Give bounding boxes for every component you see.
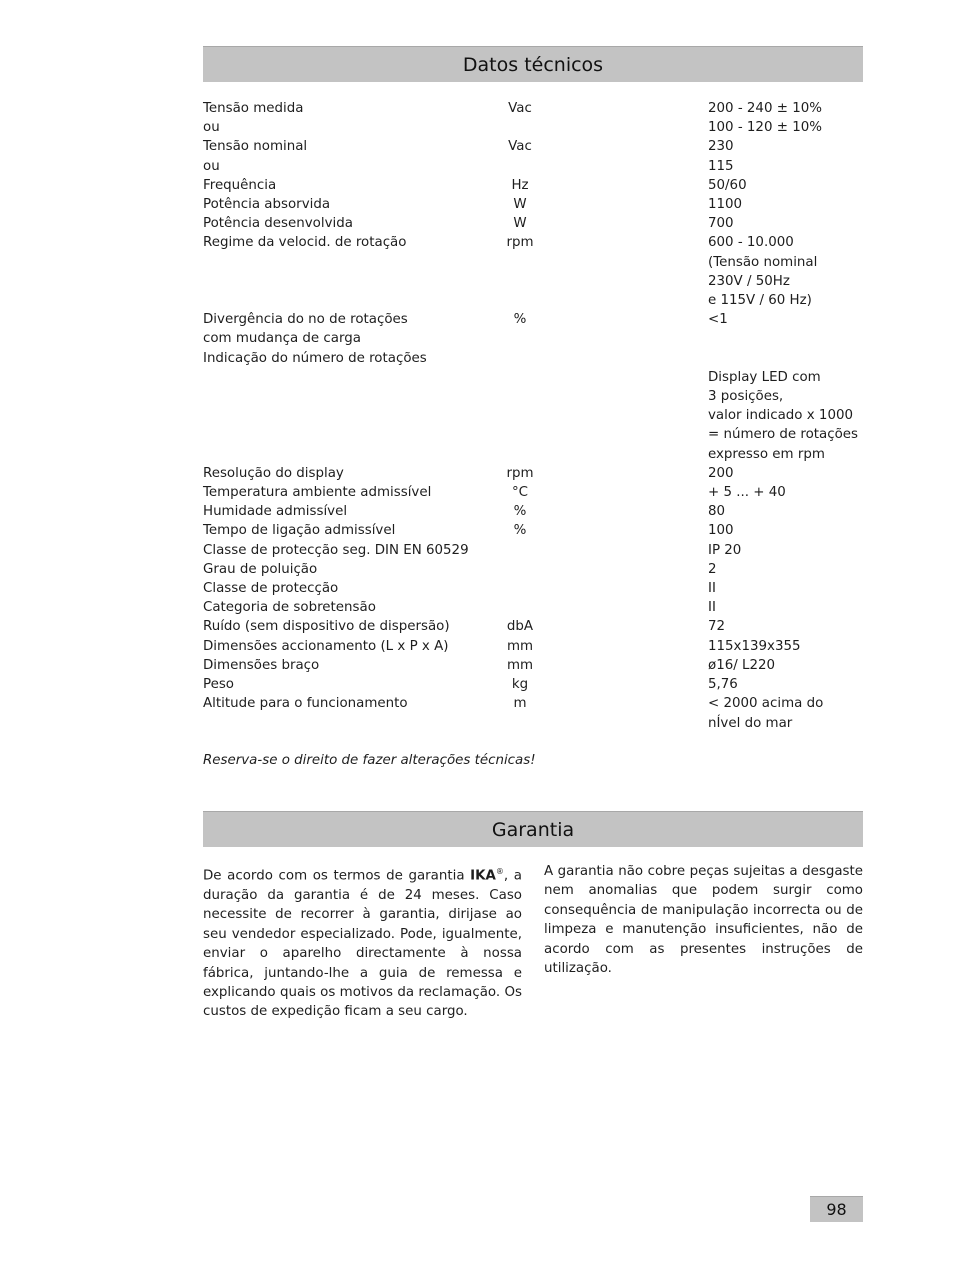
- spec-value: 115x139x355: [708, 638, 801, 654]
- spec-unit: %: [513, 504, 527, 520]
- warranty-left-body: , a duração da garantia é de 24 meses. Caso necessite de recorrer à garantia, dirijase ao seu vendedor especializado. Pode, igualmente, enviar o aparelho directamente à nossa fábrica, juntando-lhe a guia de remessa e explicando quais os motivos da reclamação. Os custos de expedição ficam a seu cargo.: [203, 868, 522, 1020]
- spec-value: + 5 ... + 40: [708, 485, 786, 501]
- spec-unit: rpm: [506, 465, 534, 481]
- spec-row: [203, 310, 863, 348]
- spec-label: Categoria de sobretensão: [203, 600, 376, 616]
- spec-value: 5,76: [708, 677, 738, 693]
- spec-unit: W: [513, 197, 527, 213]
- warranty-header: [203, 811, 863, 847]
- spec-unit: rpm: [506, 235, 534, 251]
- spec-row: [203, 99, 863, 137]
- spec-row: [203, 502, 863, 521]
- spec-unit: kg: [511, 677, 529, 693]
- spec-row: [203, 464, 863, 483]
- registered-mark: ®: [495, 867, 504, 876]
- spec-row: [203, 637, 863, 656]
- page-number: 98: [810, 1196, 863, 1222]
- spec-value: 1100: [708, 197, 743, 213]
- warranty-text-right: A garantia não cobre peças sujeitas a desgaste nem anomalias que podem surgir como consequência de manipulação incorrecta ou de limpeza e manutenção insuficientes, não de acordo com as presentes instruções de utilização.: [544, 864, 863, 977]
- spec-label: Regime da velocid. de rotação: [203, 235, 407, 251]
- spec-unit: %: [513, 312, 527, 328]
- spec-label: Frequência: [203, 177, 277, 193]
- spec-value: 80: [708, 504, 726, 520]
- spec-value: <1: [708, 312, 728, 328]
- spec-unit: Vac: [508, 139, 532, 155]
- technical-changes-note: Reserva-se o direito de fazer alterações técnicas!: [203, 753, 536, 768]
- warranty-left-intro: De acordo com os termos de garantia: [203, 868, 471, 884]
- spec-value: 100: [708, 523, 734, 539]
- spec-label: Peso: [203, 677, 235, 693]
- tech-data-header: [203, 46, 863, 82]
- spec-label: Tensão medida ou: [203, 101, 304, 136]
- spec-value: II: [708, 581, 716, 597]
- spec-row: [203, 137, 863, 175]
- spec-unit: °C: [511, 485, 529, 501]
- spec-value: 600 - 10.000 (Tensão nominal 230V / 50Hz e 115V / 60 Hz): [708, 235, 818, 309]
- spec-row: [203, 656, 863, 675]
- spec-unit: mm: [506, 638, 534, 654]
- spec-row: [203, 541, 863, 560]
- spec-row: [203, 483, 863, 502]
- tech-specs-table: [203, 99, 863, 733]
- spec-value: 50/60: [708, 177, 747, 193]
- spec-value: II: [708, 600, 716, 616]
- spec-unit: %: [513, 523, 527, 539]
- spec-label: Indicação do número de rotações: [203, 350, 427, 366]
- spec-unit: m: [513, 696, 527, 712]
- spec-row: [203, 233, 863, 310]
- spec-label: Temperatura ambiente admissível: [203, 485, 432, 501]
- warranty-text-left: [203, 862, 522, 1022]
- spec-row: [203, 176, 863, 195]
- spec-label: Humidade admissível: [203, 504, 348, 520]
- spec-value: 200: [708, 465, 734, 481]
- brand-name: IKA: [470, 868, 496, 884]
- spec-label: Potência absorvida: [203, 197, 331, 213]
- spec-label: Tensão nominal ou: [203, 139, 308, 174]
- spec-label: Tempo de ligação admissível: [203, 523, 396, 539]
- spec-value: 700: [708, 216, 734, 232]
- spec-value: < 2000 acima do nÍvel do mar: [708, 696, 824, 731]
- spec-row: [203, 675, 863, 694]
- spec-label: Grau de poluição: [203, 561, 318, 577]
- spec-unit: Hz: [511, 177, 529, 193]
- spec-label: Classe de protecção seg. DIN EN 60529: [203, 542, 469, 558]
- warranty-title: Garantia: [491, 818, 575, 841]
- spec-row: [203, 598, 863, 617]
- spec-row: [203, 560, 863, 579]
- spec-value: 2: [708, 561, 717, 577]
- spec-row: [203, 617, 863, 636]
- spec-value: 72: [708, 619, 726, 635]
- spec-unit: dbA: [506, 619, 534, 635]
- spec-value: IP 20: [708, 542, 742, 558]
- spec-value: Display LED com 3 posições, valor indicado x 1000 = número de rotações expresso em rpm: [708, 369, 859, 462]
- tech-data-title: Datos técnicos: [462, 53, 604, 76]
- spec-unit: Vac: [508, 101, 532, 116]
- spec-label: Potência desenvolvida: [203, 216, 353, 232]
- spec-unit: W: [513, 216, 527, 232]
- spec-label: Resolução do display: [203, 465, 344, 481]
- spec-label: Dimensões braço: [203, 657, 320, 673]
- spec-label: Altitude para o funcionamento: [203, 696, 408, 712]
- spec-row: [203, 195, 863, 214]
- spec-row: [203, 521, 863, 540]
- spec-value: 230 115: [708, 139, 734, 174]
- spec-label: Divergência do no de rotações com mudança de carga: [203, 312, 408, 347]
- spec-row: [203, 694, 863, 732]
- spec-value: ø16/ L220: [708, 657, 776, 673]
- spec-label: Classe de protecção: [203, 581, 339, 597]
- spec-row: [203, 214, 863, 233]
- spec-unit: mm: [506, 657, 534, 673]
- spec-value: 200 - 240 ± 10% 100 - 120 ± 10%: [708, 101, 822, 136]
- spec-row: [203, 349, 863, 464]
- spec-label: Ruído (sem dispositivo de dispersão): [203, 619, 450, 635]
- spec-row: [203, 579, 863, 598]
- spec-label: Dimensões accionamento (L x P x A): [203, 638, 449, 654]
